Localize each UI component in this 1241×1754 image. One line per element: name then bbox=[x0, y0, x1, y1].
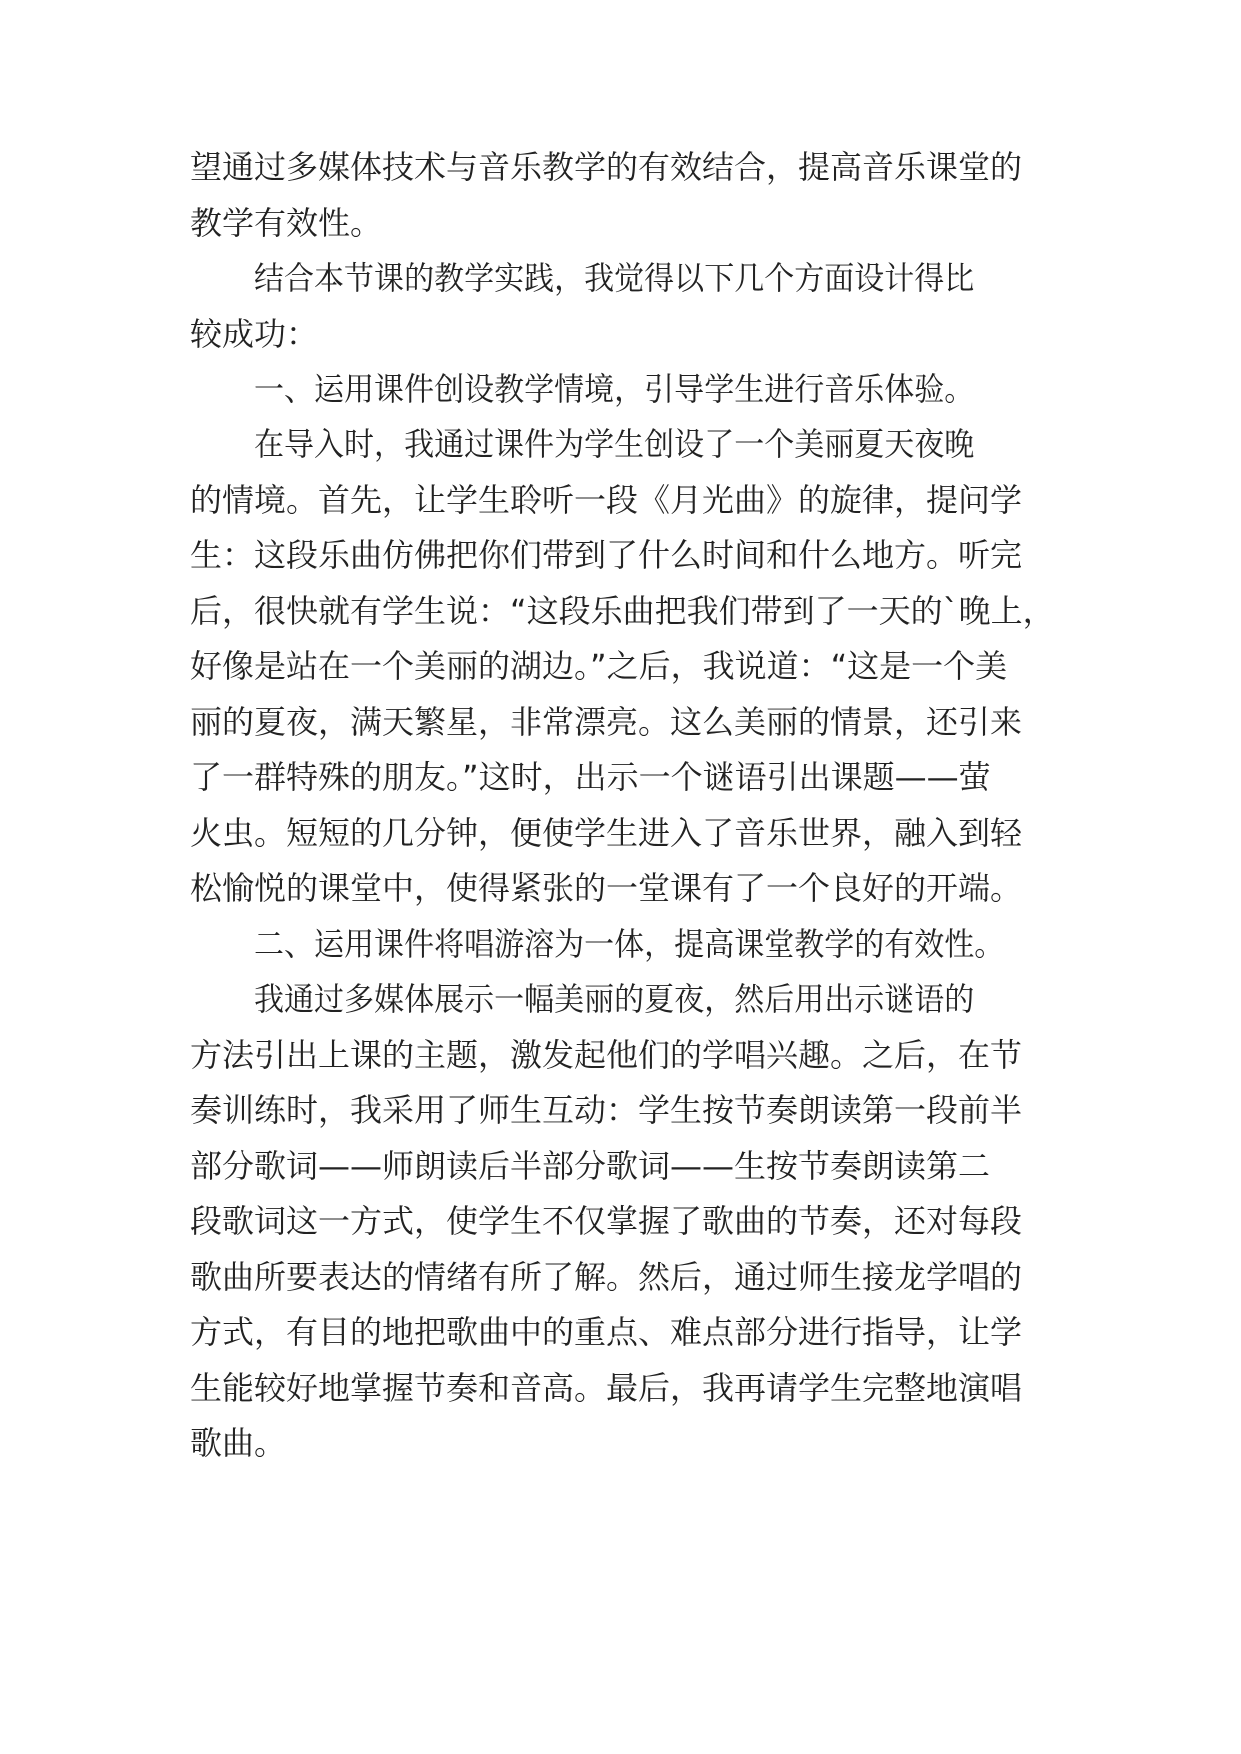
text-line: 歌曲。 bbox=[190, 1424, 287, 1462]
text-line: 结合本节课的教学实践，我觉得以下几个方面设计得比 bbox=[254, 259, 975, 297]
text-line: 好像是站在一个美丽的湖边。”之后，我说道：“这是一个美 bbox=[190, 647, 1008, 685]
text-line: 生：这段乐曲仿佛把你们带到了什么时间和什么地方。听完 bbox=[190, 536, 1023, 574]
text-line: 松愉悦的课堂中，使得紧张的一堂课有了一个良好的开端。 bbox=[190, 869, 1023, 907]
text-line: 我通过多媒体展示一幅美丽的夏夜，然后用出示谜语的 bbox=[254, 980, 975, 1018]
text-line: 方式，有目的地把歌曲中的重点、难点部分进行指导，让学 bbox=[190, 1313, 1023, 1351]
text-line: 丽的夏夜，满天繁星，非常漂亮。这么美丽的情景，还引来 bbox=[190, 703, 1023, 741]
text-line: 火虫。短短的几分钟，便使学生进入了音乐世界，融入到轻 bbox=[190, 814, 1023, 852]
text-line: 在导入时，我通过课件为学生创设了一个美丽夏天夜晚 bbox=[254, 425, 975, 463]
text-line: 方法引出上课的主题，激发起他们的学唱兴趣。之后，在节 bbox=[190, 1036, 1023, 1074]
text-line: 教学有效性。 bbox=[190, 204, 383, 242]
section-heading: 二、运用课件将唱游溶为一体，提高课堂教学的有效性。 bbox=[254, 925, 1005, 963]
text-line: 部分歌词——师朗读后半部分歌词——生按节奏朗读第二 bbox=[190, 1147, 991, 1185]
text-line: 段歌词这一方式，使学生不仅掌握了歌曲的节奏，还对每段 bbox=[190, 1202, 1023, 1240]
text-line: 后，很快就有学生说：“这段乐曲把我们带到了一天的`晚上， bbox=[190, 592, 1055, 630]
text-line: 望通过多媒体技术与音乐教学的有效结合，提高音乐课堂的 bbox=[190, 148, 1023, 186]
text-line: 歌曲所要表达的情绪有所了解。然后，通过师生接龙学唱的 bbox=[190, 1258, 1023, 1296]
text-line: 较成功： bbox=[190, 315, 319, 353]
text-line: 生能较好地掌握节奏和音高。最后，我再请学生完整地演唱 bbox=[190, 1369, 1023, 1407]
text-line: 的情境。首先，让学生聆听一段《月光曲》的旋律，提问学 bbox=[190, 481, 1023, 519]
text-line: 了一群特殊的朋友。”这时，出示一个谜语引出课题——萤 bbox=[190, 758, 991, 796]
section-heading: 一、运用课件创设教学情境，引导学生进行音乐体验。 bbox=[254, 370, 975, 408]
text-line: 奏训练时，我采用了师生互动：学生按节奏朗读第一段前半 bbox=[190, 1091, 1023, 1129]
